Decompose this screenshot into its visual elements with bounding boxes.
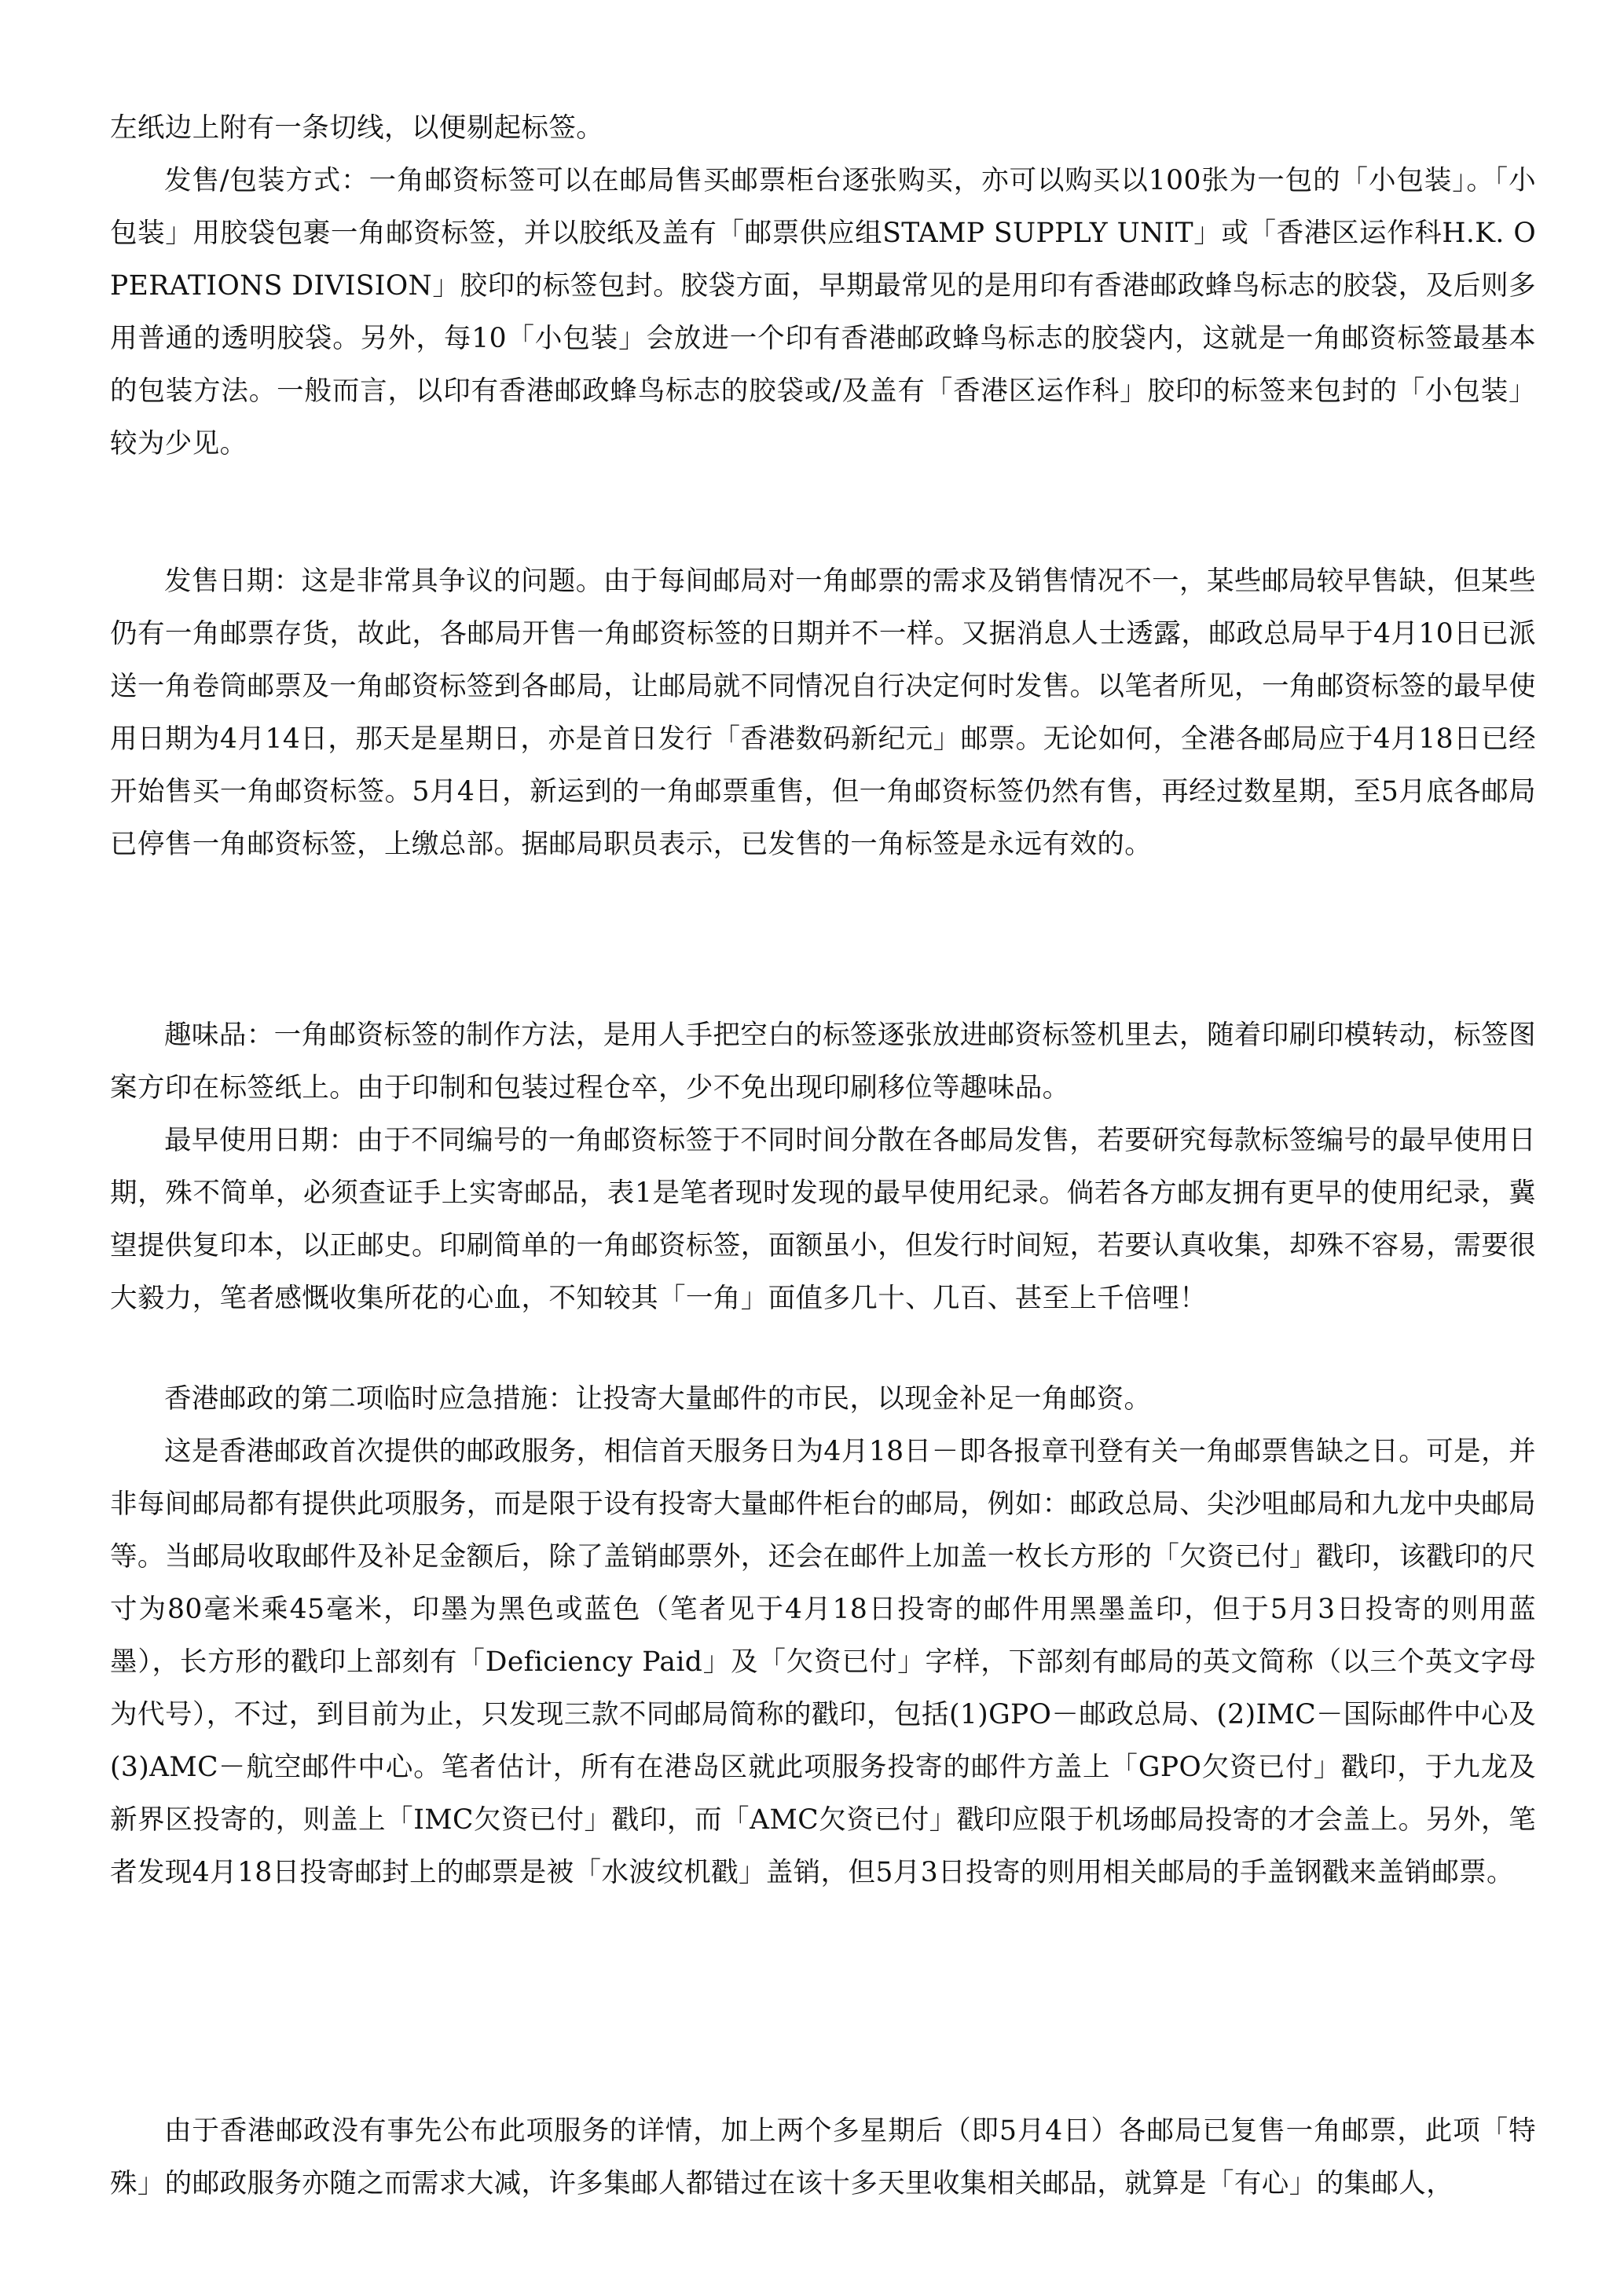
paragraph-earliest-use-date: 最早使用日期：由于不同编号的一角邮资标签于不同时间分散在各邮局发售，若要研究每款标签编号的最早使用日期，殊不简单，必须查证手上实寄邮品，表1是笔者现时发现的最早使用纪录。倘若各方邮友拥有更早的使用纪录，冀望提供复印本，以正邮史。印刷简单的一角邮资标签，面额虽小，但发行时间短，若要认真收集，却殊不容易，需要很大毅力，笔者感慨收集所花的心血，不知较其「一角」面值多几十、几百、甚至上千倍哩！ bbox=[110, 1125, 1536, 1314]
paragraph-sale-packaging: 发售/包装方式：一角邮资标签可以在邮局售买邮票柜台逐张购买，亦可以购买以100张为一包的「小包装」。「小包装」用胶袋包裹一角邮资标签，并以胶纸及盖有「邮票供应组STAMP SUPPLY UNIT」或「香港区运作科H.K. OPERATIONS DIVISION」胶印的标签包封。胶袋方面，早期最常见的是用印有香港邮政蜂鸟标志的胶袋，及后则多用普通的透明胶袋。另外，每10「小包装」会放进一个印有香港邮政蜂鸟标志的胶袋内，这就是一角邮资标签最基本的包装方法。一般而言，以印有香港邮政蜂鸟标志的胶袋或/及盖有「香港区运作科」胶印的标签来包封的「小包装」较为少见。 bbox=[110, 165, 1536, 460]
paragraph-second-measure: 香港邮政的第二项临时应急措施：让投寄大量邮件的市民，以现金补足一角邮资。 bbox=[164, 1383, 1152, 1415]
paragraph-deficiency-paid-service: 这是香港邮政首次提供的邮政服务，相信首天服务日为4月18日－即各报章刊登有关一角邮票售缺之日。可是，并非每间邮局都有提供此项服务，而是限于设有投寄大量邮件柜台的邮局，例如：邮政总局、尖沙咀邮局和九龙中央邮局等。当邮局收取邮件及补足金额后，除了盖销邮票外，还会在邮件上加盖一枚长方形的「欠资已付」戳印，该戳印的尺寸为80毫米乘45毫米，印墨为黑色或蓝色（笔者见于4月18日投寄的邮件用黑墨盖印，但于5月3日投寄的则用蓝墨），长方形的戳印上部刻有「Deficiency Paid」及「欠资已付」字样，下部刻有邮局的英文简称（以三个英文字母为代号），不过，到目前为止，只发现三款不同邮局简称的戳印，包括(1)GPO－邮政总局、(2)IMC－国际邮件中心及(3)AMC－航空邮件中心。笔者估计，所有在港岛区就此项服务投寄的邮件方盖上「GPO欠资已付」戳印，于九龙及新界区投寄的，则盖上「IMC欠资已付」戳印，而「AMC欠资已付」戳印应限于机场邮局投寄的才会盖上。另外，笔者发现4月18日投寄邮封上的邮票是被「水波纹机戳」盖销，但5月3日投寄的则用相关邮局的手盖钢戳来盖销邮票。 bbox=[110, 1436, 1536, 1888]
paragraph-curiosities: 趣味品：一角邮资标签的制作方法，是用人手把空白的标签逐张放进邮资标签机里去，随着印刷印模转动，标签图案方印在标签纸上。由于印制和包装过程仓卒，少不免出现印刷移位等趣味品。 bbox=[110, 1020, 1536, 1104]
paragraph-service-demand: 由于香港邮政没有事先公布此项服务的详情，加上两个多星期后（即5月4日）各邮局已复售一角邮票，此项「特殊」的邮政服务亦随之而需求大减，许多集邮人都错过在该十多天里收集相关邮品，就算是「有心」的集邮人， bbox=[110, 2115, 1536, 2199]
paragraph-sale-date: 发售日期：这是非常具争议的问题。由于每间邮局对一角邮票的需求及销售情况不一，某些邮局较早售缺，但某些仍有一角邮票存货，故此，各邮局开售一角邮资标签的日期并不一样。又据消息人士透露，邮政总局早于4月10日已派送一角卷筒邮票及一角邮资标签到各邮局，让邮局就不同情况自行决定何时发售。以笔者所见，一角邮资标签的最早使用日期为4月14日，那天是星期日，亦是首日发行「香港数码新纪元」邮票。无论如何，全港各邮局应于4月18日已经开始售买一角邮资标签。5月4日，新运到的一角邮票重售，但一角邮资标签仍然有售，再经过数星期，至5月底各邮局已停售一角邮资标签，上缴总部。据邮局职员表示，已发售的一角标签是永远有效的。 bbox=[110, 566, 1536, 860]
paragraph-label-slit-note: 左纸边上附有一条切线，以便剔起标签。 bbox=[110, 112, 604, 144]
